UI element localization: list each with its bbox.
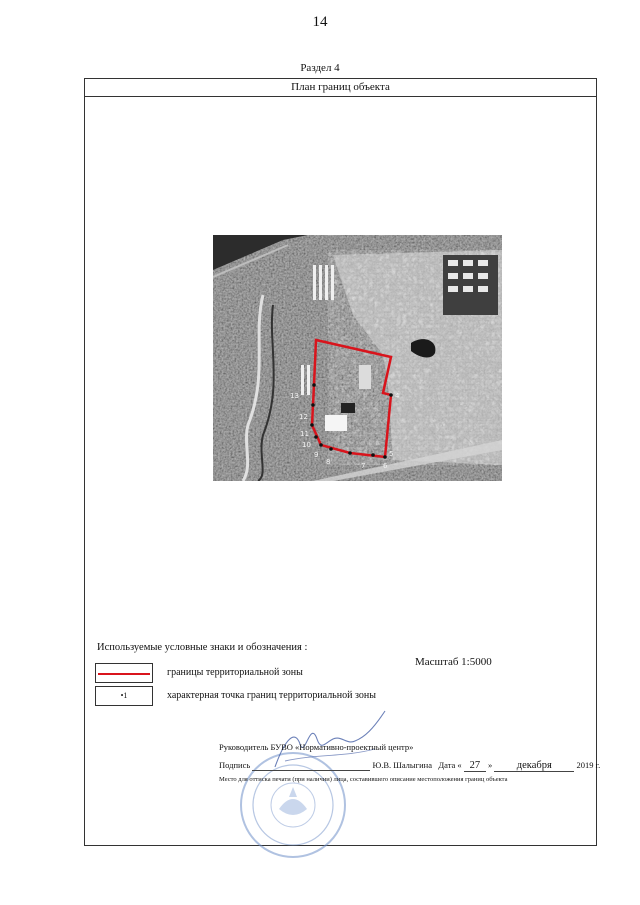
point-label-10: 10	[302, 441, 311, 449]
aerial-map-image	[213, 235, 502, 481]
legend-heading: Используемые условные знаки и обозначения :	[97, 642, 308, 653]
date-day: 27	[464, 761, 486, 772]
legend-point-symbol: •1	[95, 686, 153, 706]
point-label-9: 9	[314, 451, 319, 459]
legend-boundary-symbol	[95, 663, 153, 683]
signer-name: Ю.В. Шалыгина	[372, 760, 432, 770]
point-label-8: 8	[326, 458, 331, 466]
signature-blank	[252, 760, 370, 771]
date-label: Дата «	[438, 760, 462, 770]
point-label-4: 4	[395, 392, 400, 400]
point-label-6: 6	[383, 462, 388, 470]
date-close: »	[487, 760, 493, 770]
section-label: Раздел 4	[300, 62, 340, 74]
signature-line	[219, 760, 600, 772]
point-label-12: 12	[299, 413, 308, 421]
boundary-line-symbol	[98, 673, 150, 675]
map-scale: Масштаб 1:5000	[415, 656, 492, 668]
legend-point-text: характерная точка границ территориальной зоны	[167, 690, 376, 701]
stamp-note: Место для оттиска печати (при наличии) лица, составившего описание местоположения границ объекта	[219, 776, 508, 783]
signature-label: Подпись	[219, 760, 251, 770]
plan-title: План границ объекта	[85, 79, 596, 97]
plan-frame	[84, 78, 601, 846]
point-label-7: 7	[361, 462, 366, 470]
date-month: декабря	[494, 761, 574, 772]
legend-boundary-text: границы территориальной зоны	[167, 667, 303, 678]
point-label-11: 11	[300, 430, 309, 438]
aerial-map	[213, 235, 502, 481]
point-label-5: 5	[389, 450, 394, 458]
page-number: 14	[312, 14, 328, 30]
date-year: 2019 г.	[576, 760, 601, 770]
point-label-13: 13	[290, 392, 299, 400]
head-line: Руководитель БУВО «Нормативно-проектный центр»	[219, 742, 414, 752]
